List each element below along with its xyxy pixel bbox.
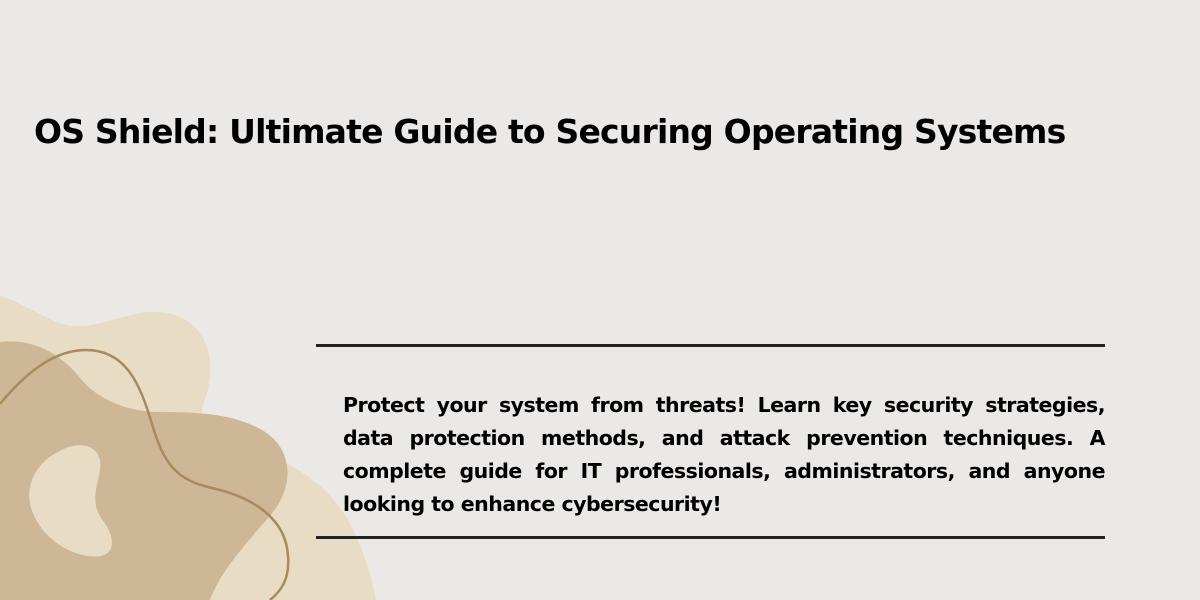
page-title: OS Shield: Ultimate Guide to Securing Operating Systems <box>34 112 1066 151</box>
description-text: Protect your system from threats! Learn key security strategies, data protection methods, and attack prevention techniques. A complete guide for IT professionals, administrators, and anyone looking to enhance cybersecurity! <box>343 393 1105 516</box>
top-divider <box>316 344 1105 347</box>
bottom-divider <box>316 536 1105 539</box>
